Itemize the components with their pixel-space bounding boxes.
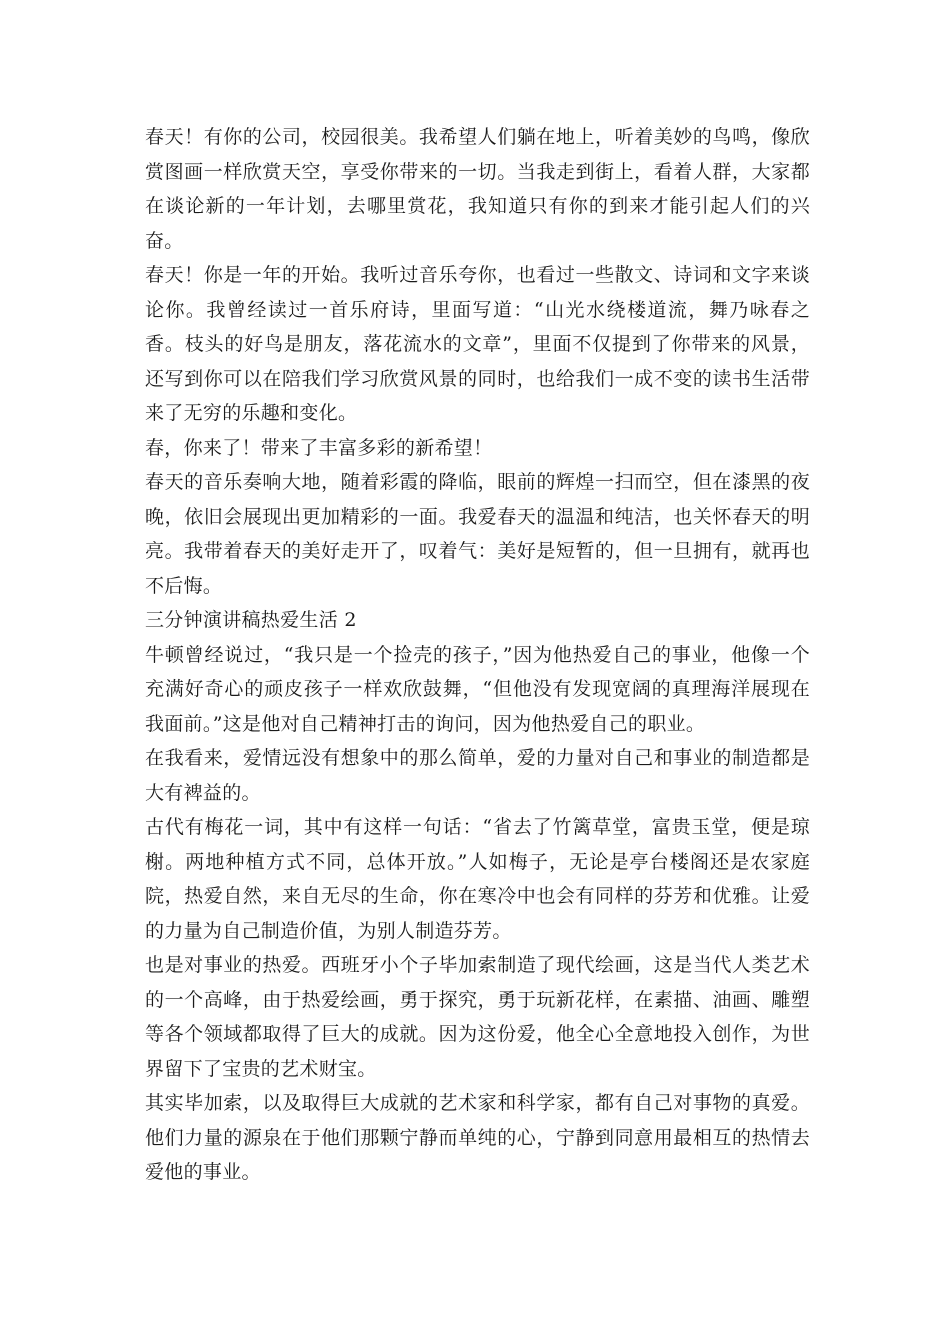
paragraph-plum-blossom: 古代有梅花一词，其中有这样一句话：“省去了竹篱草堂，富贵玉堂，便是琼榭。两地种植方式不同，总体开放。”人如梅子，无论是亭台楼阁还是农家庭院，热爱自然，来自无尽的生命，你在寒冷中也会有同样的芬芳和优雅。让爱的力量为自己制造价值，为别人制造芬芳。 [145,816,810,942]
paragraph-spring-beginning: 春天！你是一年的开始。我听过音乐夸你，也看过一些散文、诗词和文字来谈论你。我曾经读过一首乐府诗，里面写道：“山光水绕楼道流，舞乃咏春之香。枝头的好鸟是朋友，落花流水的文章”，里面不仅提到了你带来的风景，还写到你可以在陪我们学习欣赏风景的同时，也给我们一成不变的读书生活带来了无穷的乐趣和变化。 [145,264,810,424]
section-heading: 三分钟演讲稿热爱生活 2 [145,609,357,631]
paragraph-picasso: 也是对事业的热爱。西班牙小个子毕加索制造了现代绘画，这是当代人类艺术的一个高峰，由于热爱绘画，勇于探究，勇于玩新花样，在素描、油画、雕塑等各个领域都取得了巨大的成就。因为这份爱，他全心全意地投入创作，为世界留下了宝贵的艺术财宝。 [145,954,810,1080]
paragraph-spring-hope: 春，你来了！带来了丰富多彩的新希望！ [145,436,493,459]
paragraph-spring-campus: 春天！有你的公司，校园很美。我希望人们躺在地上，听着美妙的鸟鸣，像欣赏图画一样欣赏天空，享受你带来的一切。当我走到街上，看着人群，大家都在谈论新的一年计划，去哪里赏花，我知道只有你的到来才能引起人们的兴奋。 [145,126,810,252]
document-body [145,120,810,1190]
paragraph-newton: 牛顿曾经说过，“我只是一个捡壳的孩子，”因为他热爱自己的事业，他像一个充满好奇心的顽皮孩子一样欢欣鼓舞，“但他没有发现宽阔的真理海洋展现在我面前。”这是他对自己精神打击的询问，因为他热爱自己的职业。 [145,643,810,735]
paragraph-spring-music: 春天的音乐奏响大地，随着彩霞的降临，眼前的辉煌一扫而空，但在漆黑的夜晚，依旧会展现出更加精彩的一面。我爱春天的温温和纯洁，也关怀春天的明亮。我带着春天的美好走开了，叹着气：美好是短暂的，但一旦拥有，就再也不后悔。 [145,471,810,597]
paragraph-true-love: 其实毕加索，以及取得巨大成就的艺术家和科学家，都有自己对事物的真爱。他们力量的源泉在于他们那颗宁静而单纯的心，宁静到同意用最相互的热情去爱他的事业。 [145,1092,810,1183]
paragraph-love-power: 在我看来，爱情远没有想象中的那么简单，爱的力量对自己和事业的制造都是大有裨益的。 [145,747,810,804]
